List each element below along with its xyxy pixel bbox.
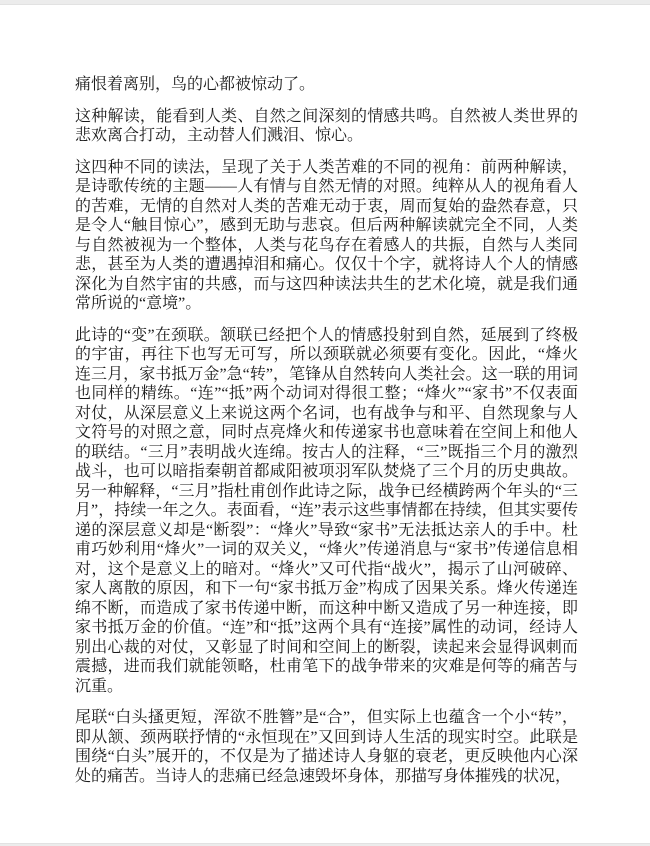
paragraph: 尾联“白头搔更短，浑欲不胜簪”是“合”，但实际上也蕴含一个小“转”，即从颔、颈两联抒情的“永恒现在”又回到诗人生活的现实时空。此联是围绕“白头”展开的，不仅是为了描述诗人身躯的衰老，更反映他内心深处的痛苦。当诗人的悲痛已经急速毁坏身体，那描写身体摧残的状况， [75,709,578,785]
page-gap-top [0,0,650,5]
paragraph: 这四种不同的读法，呈现了关于人类苦难的不同的视角：前两种解读，是诗歌传统的主题——人有情与自然无情的对照。纯粹从人的视角看人的苦难，无情的自然对人类的苦难无动于衷，周而复始的盎然春意，只是令人“触目惊心”，感到无助与悲哀。但后两种解读就完全不同，人类与自然被视为一个整体，人类与花鸟存在着感人的共振，自然与人类同悲，甚至为人类的遭遇掉泪和痛心。仅仅十个字，就将诗人个人的情感深化为自然宇宙的共感，而与这四种读法共生的艺术化境，就是我们通常所说的“意境”。 [75,158,578,312]
paragraph: 痛恨着离别，鸟的心都被惊动了。 [75,76,316,93]
paragraph: 此诗的“变”在颈联。颔联已经把个人的情感投射到自然，延展到了终极的宇宙，再往下也写无可写，所以颈联就必须要有变化。因此，“烽火连三月，家书抵万金”急“转”，笔锋从自然转向人类社会。这一联的用词也同样的精练。“连”“抵”两个动词对得很工整；“烽火”“家书”不仅表面对仗，从深层意义上来说这两个名词，也有战争与和平、自然现象与人文符号的对照之意，同时点亮烽火和传递家书也意味着在空间上和他人的联结。“三月”表明战火连绵。按古人的注释，“三”既指三个月的激烈战斗，也可以暗指秦朝首都咸阳被项羽军队焚烧了三个月的历史典故。另一种解释，“三月”指杜甫创作此诗之际，战争已经横跨两个年头的“三月”，持续一年之久。表面看，“连”表示这些事情都在持续，但其实要传递的深层意义却是“断裂”：“烽火”导致“家书”无法抵达亲人的手中。杜甫巧妙利用“烽火”一词的双关义，“烽火”传递消息与“家书”传递信息相对，这个是意义上的暗对。“烽火”又可代指“战火”，揭示了山河破碎、家人离散的原因，和下一句“家书抵万金”构成了因果关系。烽火传递连绵不断，而造成了家书传递中断，而这种中断又造成了另一种连接，即家书抵万金的价值。“连”和“抵”这两个具有“连接”属性的动词，经诗人别出心裁的对仗，又彰显了时间和空间上的断裂，读起来会显得讽刺而震撼，进而我们就能领略，杜甫笔下的战争带来的灾难是何等的痛苦与沉重。 [75,326,578,695]
paragraph: 这种解读，能看到人类、自然之间深刻的情感共鸣。自然被人类世界的悲欢离合打动，主动替人们溅泪、惊心。 [75,107,578,144]
document-page-content [75,75,578,786]
